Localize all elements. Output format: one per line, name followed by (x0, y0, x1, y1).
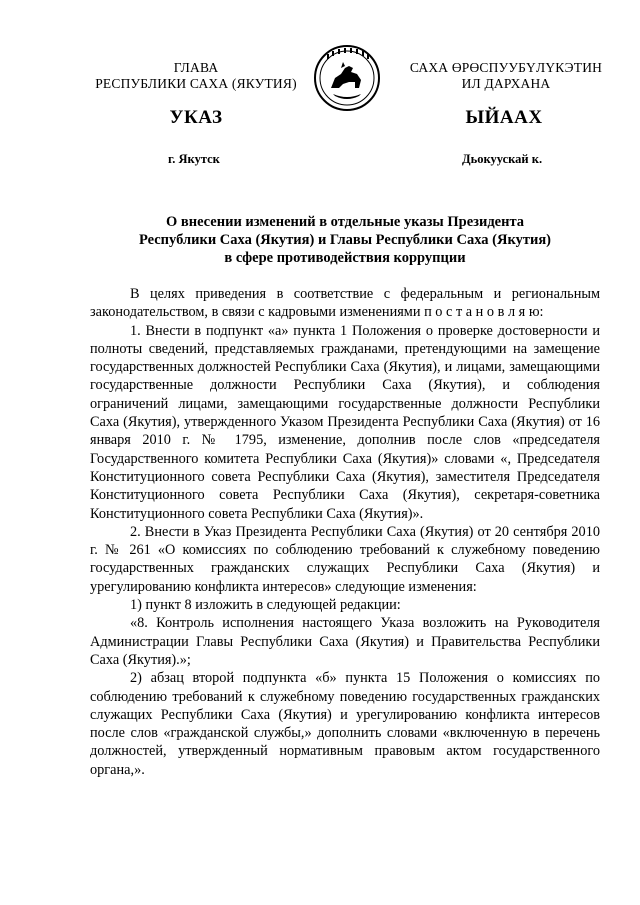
coat-of-arms-icon (313, 44, 381, 112)
paragraph-item-2: 2. Внести в Указ Президента Республики Саха (Якутия) от 20 сентября 2010 г. № 261 «О комиссиях по соблюдению требований к служебному поведению государственных гражданских служащих Республики Саха (Якутия) и урегулированию конфликта интересов» следующие изменения: (90, 523, 600, 595)
header-right-title: САХА ӨРӨСПУУБҮЛҮКЭТИН (409, 60, 603, 75)
paragraph-quote: «8. Контроль исполнения настоящего Указа возложить на Руководителя Администрации Главы Республики Саха (Якутия) и Правительства Республики Саха (Якутия).»; (90, 615, 600, 668)
title-line: Республики Саха (Якутия) и Главы Республики Саха (Якутия) (138, 232, 552, 248)
city-russian: г. Якутск (168, 152, 220, 166)
header-left (78, 60, 314, 92)
city-yakut: Дьокуускай к. (462, 152, 543, 166)
paragraph-subitem-1: 1) пункт 8 изложить в следующей редакции: (130, 597, 401, 614)
header-right-subtitle: ИЛ ДАРХАНА (461, 76, 551, 91)
document-title (90, 213, 600, 267)
title-line: О внесении изменений в отдельные указы Президента (165, 214, 524, 230)
header-right (396, 60, 616, 92)
document-body (90, 285, 600, 779)
paragraph-preamble: В целях приведения в соответствие с федеральным и региональным законодательством, в связи с кадровыми изменениями п о с т а н о в л я ю: (90, 286, 600, 321)
doc-type-yakut: ЫЙААХ (465, 107, 543, 128)
header-left-subtitle: РЕСПУБЛИКИ САХА (ЯКУТИЯ) (95, 76, 297, 91)
doc-type-russian: УКАЗ (169, 107, 223, 128)
header-left-title: ГЛАВА (173, 60, 219, 75)
paragraph-item-1: 1. Внести в подпункт «а» пункта 1 Положения о проверке достоверности и полноты сведений, представляемых гражданами, претендующими на замещение государственных должностей Республики Саха (Якутия), и лицами, замещающими государственные должности Республики Саха (Якутия), и соблюдения ограничений лицами, замещающими государственные должности Республики Саха (Якутия), утвержденного Указом Президента Республики Саха (Якутия) от 16 января 2010 г. № 1795, изменение, дополнив после слов «председателя Государственного комитета Республики Саха (Якутия)» словами «, Председателя Конституционного совета Республики Саха (Якутия), заместителя Председателя Конституционного совета Республики Саха (Якутия), секретаря-советника Конституционного совета Республики Саха (Якутия)». (90, 322, 600, 522)
paragraph-subitem-2: 2) абзац второй подпункта «б» пункта 15 Положения о комиссиях по соблюдению требований к служебному поведению государственных гражданских служащих Республики Саха (Якутия) и урегулированию конфликта интересов после слов «гражданской службы,» дополнить словами «включенную в перечень должностей, утвержденный нормативным правовым актом государственного органа,». (90, 670, 600, 778)
title-line: в сфере противодействия коррупции (224, 250, 466, 266)
